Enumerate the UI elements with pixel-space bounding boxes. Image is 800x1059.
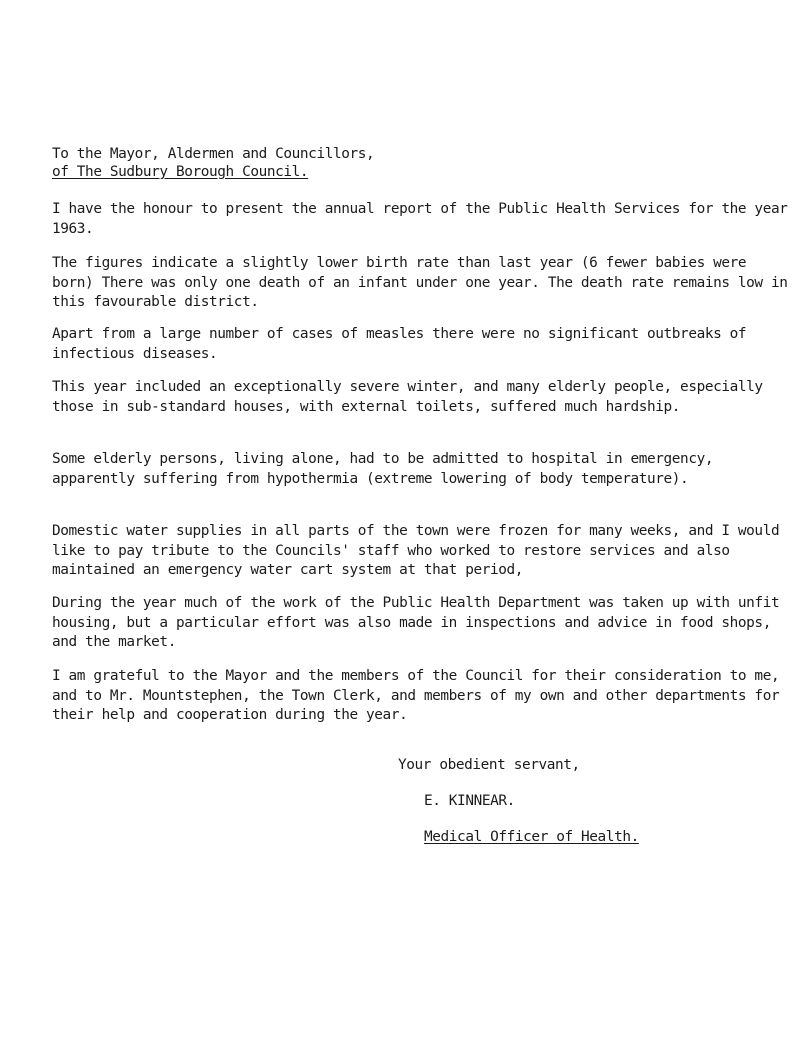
- salutation-line-2: of The Sudbury Borough Council.: [52, 164, 309, 180]
- paragraph-severe-winter: This year included an exceptionally severe winter, and many elderly people, especially those in sub-standard houses, with external toilets, suffered much hardship.: [52, 379, 763, 415]
- salutation-line-1: To the Mayor, Aldermen and Councillors,: [52, 146, 375, 162]
- closing-text: Your obedient servant,: [398, 757, 580, 773]
- signatory-title: Medical Officer of Health.: [424, 829, 639, 845]
- paragraph-water-supplies: Domestic water supplies in all parts of the town were frozen for many weeks, and I would like to pay tribute to the Councils' staff who worked to restore services and also maintained an emergency water cart system at that period,: [52, 523, 780, 578]
- paragraph-gratitude: I am grateful to the Mayor and the members of the Council for their consideration to me, and to Mr. Mountstephen, the Town Clerk, and members of my own and other departments for their help and cooperation during the year.: [52, 668, 780, 723]
- paragraph-birth-death-rates: The figures indicate a slightly lower birth rate than last year (6 fewer babies were born) There was only one death of an infant under one year. The death rate remains low in this favourable district.: [52, 255, 788, 310]
- signatory-name: E. KINNEAR.: [424, 793, 515, 809]
- paragraph-hypothermia: Some elderly persons, living alone, had to be admitted to hospital in emergency, apparently suffering from hypothermia (extreme lowering of body temperature).: [52, 451, 714, 487]
- paragraph-housing-food: During the year much of the work of the Public Health Department was taken up with unfit housing, but a particular effort was also made in inspections and advice in food shops, and the market.: [52, 595, 780, 650]
- paragraph-infectious-diseases: Apart from a large number of cases of measles there were no significant outbreaks of infectious diseases.: [52, 326, 747, 362]
- paragraph-intro: I have the honour to present the annual report of the Public Health Services for the year 1963.: [52, 201, 788, 237]
